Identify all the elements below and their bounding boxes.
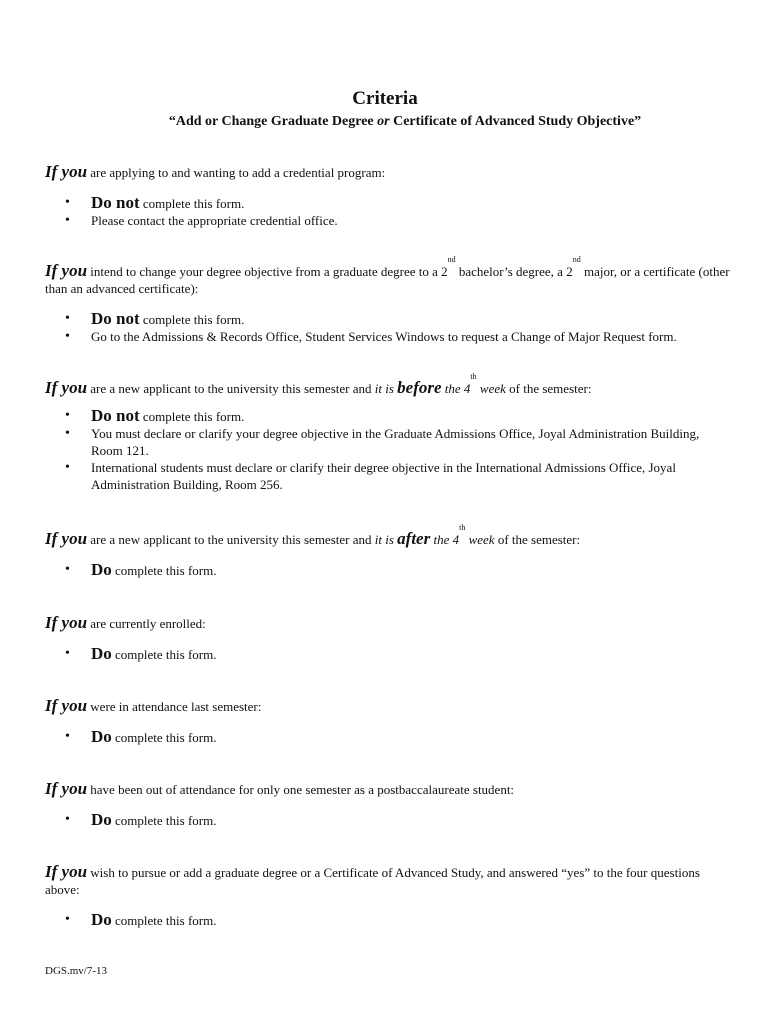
bullet-list [45,728,730,746]
bullet-list [45,645,730,663]
bullet-list [45,194,730,229]
list-item [45,911,730,929]
list-item [45,194,730,212]
do-not-label: Do not [91,406,140,425]
bullet-list [45,310,730,345]
lead-tail: of the semester: [494,532,581,547]
complete-form-text: complete this form. [142,312,245,327]
lead-text: bachelor’s degree, a 2 [455,264,573,279]
bullet-list [45,811,730,829]
superscript: th [470,372,477,381]
list-item [45,561,730,579]
bullet-list [45,561,730,579]
section-lead [45,780,730,798]
list-item [45,728,730,746]
list-item: • You must declare or clarify your degree objective in the Graduate Admissions Office, Joyal Administration Building, Room 121. [45,425,730,459]
superscript: nd [447,255,456,264]
complete-form-text: complete this form. [142,409,245,424]
list-item [45,407,730,425]
section-currently-enrolled [45,614,730,663]
if-you-label: If you [45,162,88,181]
section-credential-program [45,163,730,229]
complete-form-text: complete this form. [115,913,217,928]
section-lead [45,372,730,397]
it-is-text: it is [374,532,398,547]
timing-word: after [397,529,431,548]
timing-word: before [397,378,442,397]
subtitle-part1: “Add or Change Graduate Degree [168,114,378,129]
complete-form-text: complete this form. [115,563,217,578]
the-4-text: the 4 [430,532,460,547]
document-footer-code: DGS.mv/7-13 [45,965,108,977]
list-item: • Go to the Admissions & Records Office, Student Services Windows to request a Change of Major Request form. [45,328,730,345]
lead-text: are a new applicant to the university this semester and [90,532,375,547]
list-item [45,645,730,663]
list-item [45,811,730,829]
subtitle-part2: Certificate of Advanced Study Objective” [389,114,642,129]
do-label: Do [91,560,112,579]
section-new-applicant-after [45,523,730,579]
lead-text: were in attendance last semester: [90,699,262,714]
if-you-label: If you [45,613,88,632]
section-lead [45,614,730,632]
section-lead [45,523,730,548]
complete-form-text: complete this form. [115,813,217,828]
do-label: Do [91,644,112,663]
lead-text: major, or a certificate (other than an advanced certificate): [45,264,730,296]
lead-text: are a new applicant to the university this semester and [90,381,375,396]
if-you-label: If you [45,378,88,397]
complete-form-text: complete this form. [142,196,245,211]
lead-text: are currently enrolled: [90,616,206,631]
list-item: • Please contact the appropriate credential office. [45,212,730,229]
do-label: Do [91,810,112,829]
lead-tail: of the semester: [505,381,592,396]
do-not-label: Do not [91,309,140,328]
if-you-label: If you [45,261,88,280]
document-subtitle [0,113,770,131]
section-pursue-graduate-degree [45,863,730,929]
complete-form-text: complete this form. [115,730,217,745]
section-new-applicant-before [45,372,730,493]
if-you-label: If you [45,862,88,881]
complete-form-text: complete this form. [115,647,217,662]
week-text: week [476,381,506,396]
do-label: Do [91,910,112,929]
section-lead [45,697,730,715]
section-out-one-semester [45,780,730,829]
section-lead [45,863,730,898]
do-label: Do [91,727,112,746]
lead-text: wish to pursue or add a graduate degree or a Certificate of Advanced Study, and answered “yes” to the four questions above: [45,865,700,897]
section-lead [45,163,730,181]
superscript: th [459,523,466,532]
superscript: nd [572,255,581,264]
subtitle-or: or [377,114,390,129]
list-item: • International students must declare or clarify their degree objective in the International Admissions Office, Joyal Administration Building, Room 256. [45,459,730,493]
lead-text: have been out of attendance for only one semester as a postbaccalaureate student: [90,782,515,797]
document-title: Criteria [352,88,418,109]
lead-text: are applying to and wanting to add a credential program: [90,165,386,180]
the-4-text: the 4 [441,381,471,396]
if-you-label: If you [45,529,88,548]
it-is-text: it is [374,381,398,396]
section-lead [45,255,730,297]
do-not-label: Do not [91,193,140,212]
section-change-objective [45,255,730,345]
bullet-list [45,407,730,493]
lead-text: intend to change your degree objective from a graduate degree to a 2 [90,264,448,279]
list-item [45,310,730,328]
week-text: week [465,532,495,547]
if-you-label: If you [45,779,88,798]
bullet-list [45,911,730,929]
section-attended-last-semester [45,697,730,746]
if-you-label: If you [45,696,88,715]
